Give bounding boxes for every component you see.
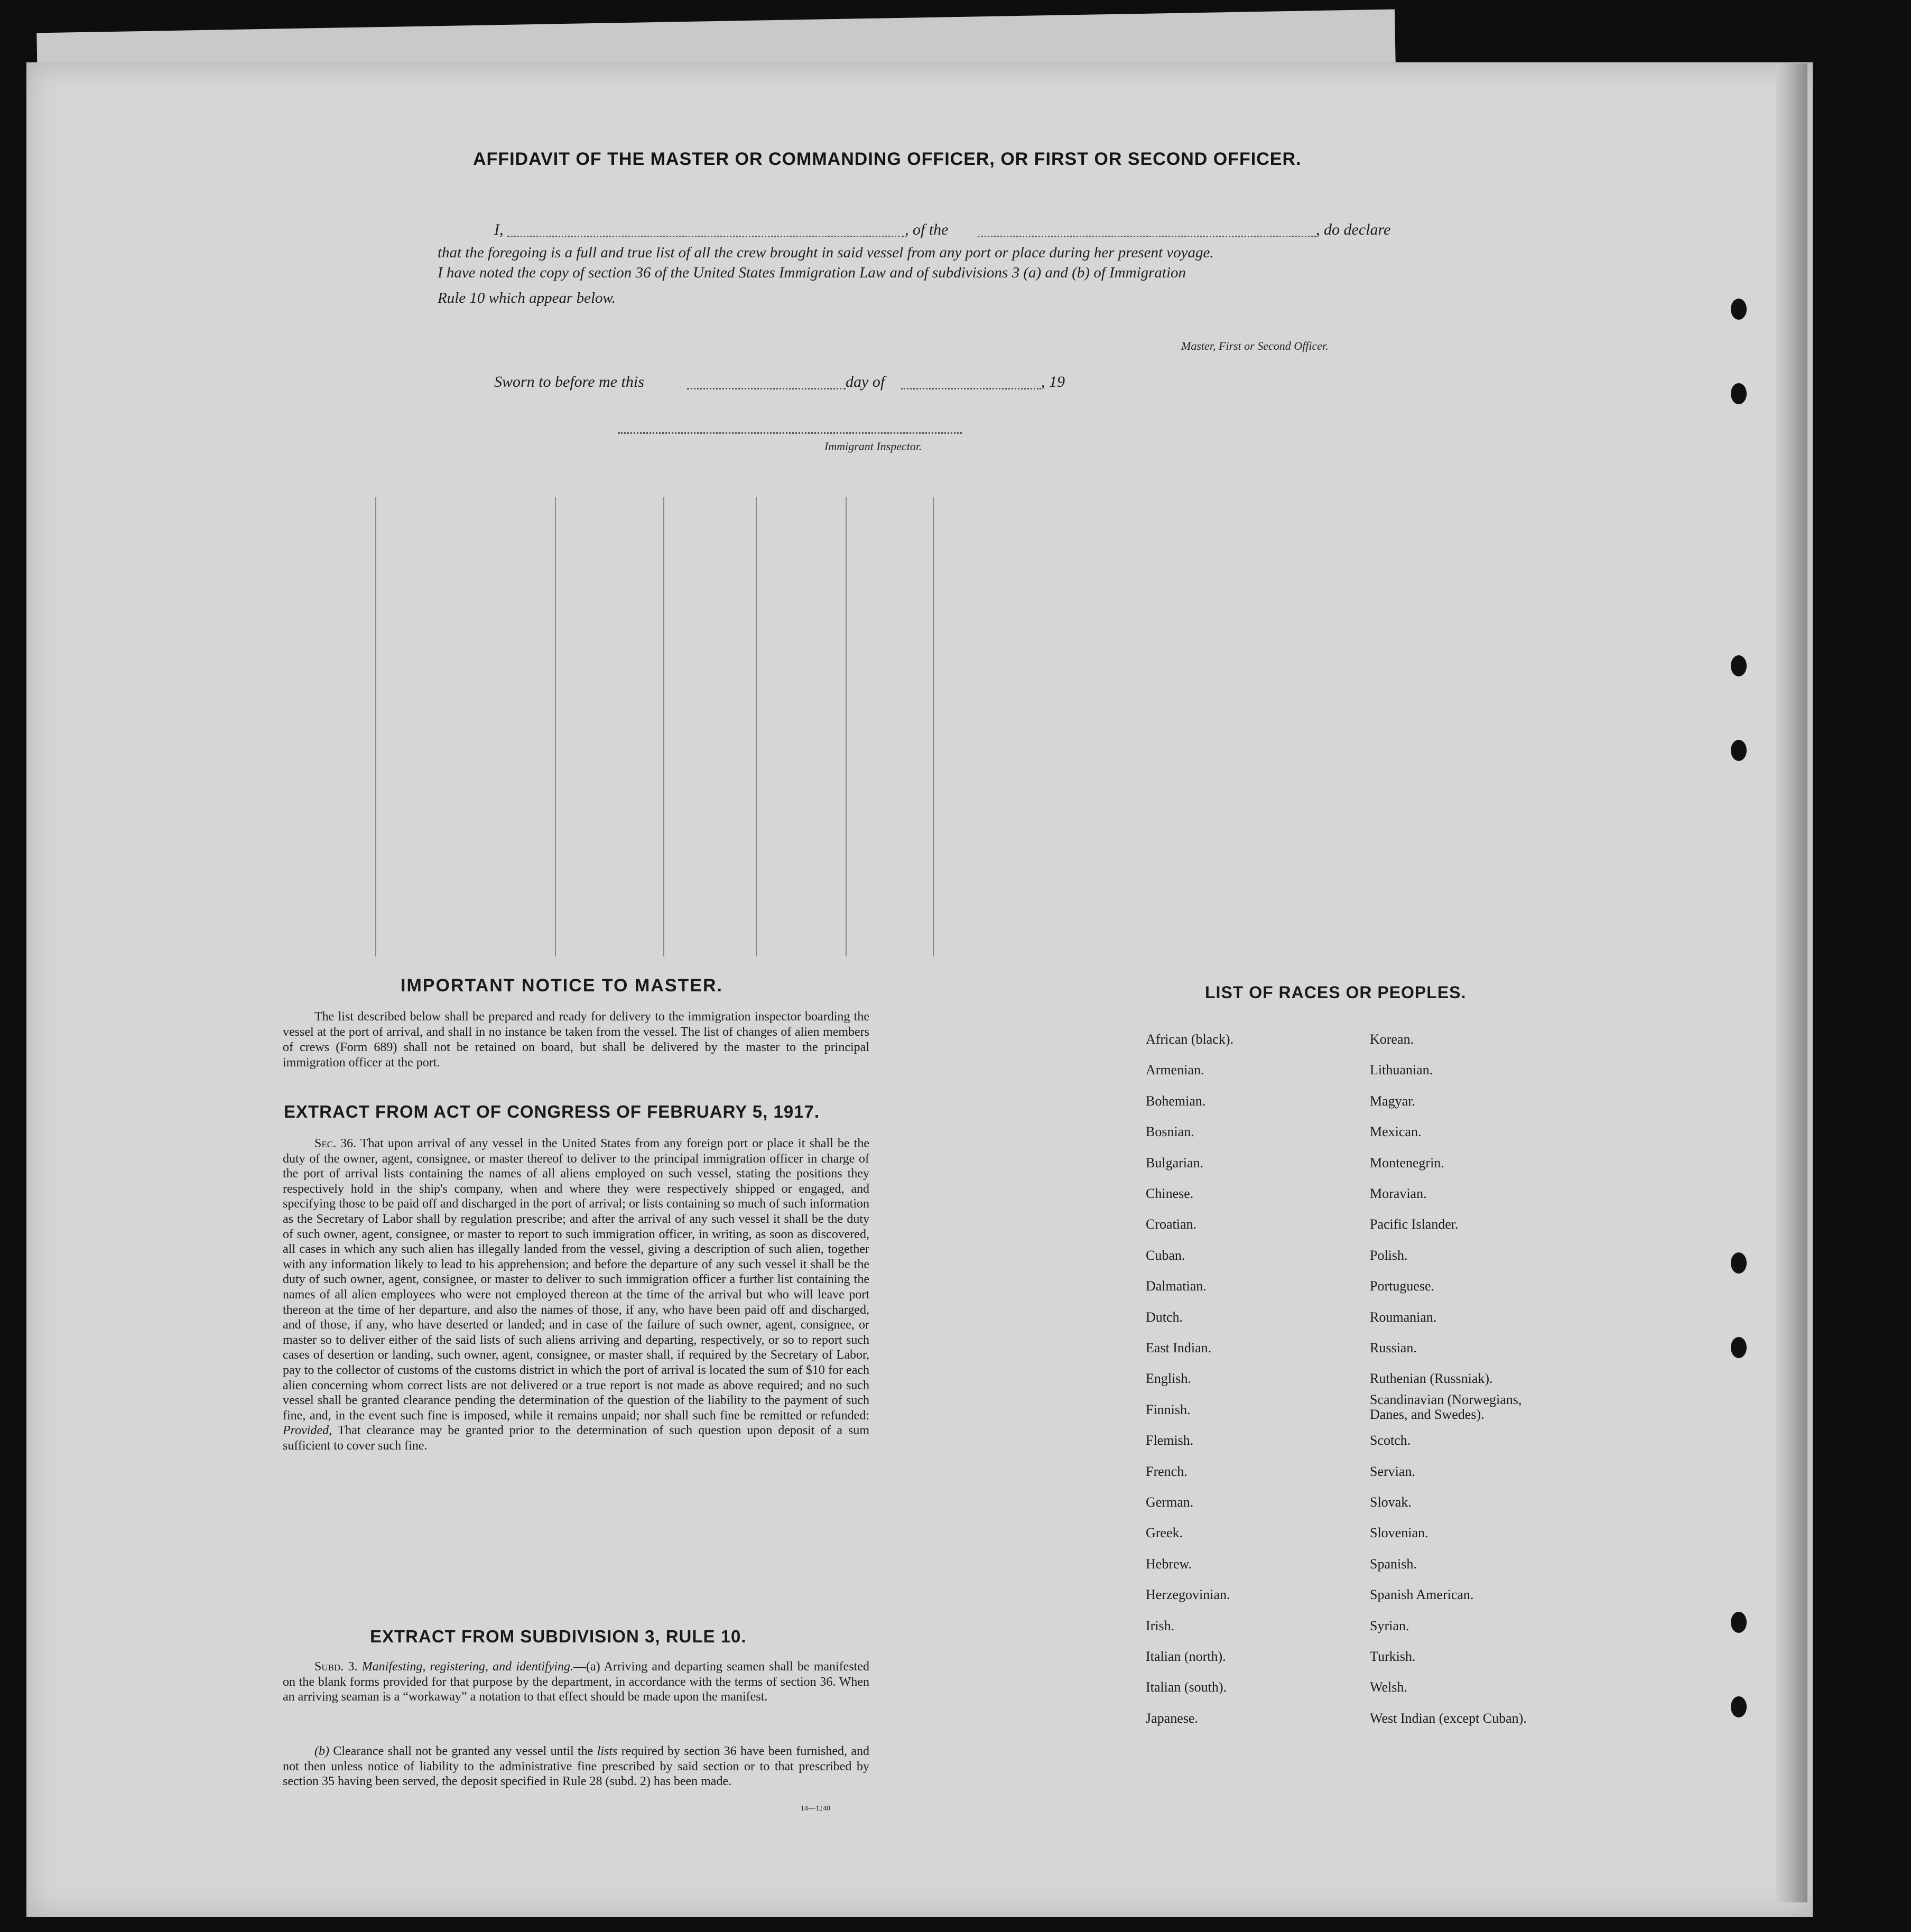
affidavit-title: AFFIDAVIT OF THE MASTER OR COMMANDING OFFICER, OR FIRST OR SECOND OFFICER.: [473, 149, 1302, 169]
column-rule: [555, 497, 556, 956]
race-item: Croatian.: [1146, 1216, 1197, 1232]
race-item: Armenian.: [1146, 1062, 1204, 1078]
binder-hole: [1731, 740, 1747, 761]
race-item: Syrian.: [1370, 1618, 1409, 1633]
races-title: LIST OF RACES OR PEOPLES.: [1205, 983, 1467, 1002]
para-b-lists: lists: [597, 1744, 618, 1758]
para-b-part1: Clearance shall not be granted any vessel until the: [333, 1744, 593, 1758]
column-rule: [846, 497, 847, 956]
race-item: Ruthenian (Russniak).: [1370, 1371, 1493, 1387]
affidavit-i: I,: [494, 221, 504, 238]
race-item: Spanish.: [1370, 1556, 1417, 1572]
race-item: African (black).: [1146, 1032, 1234, 1047]
para-b-label: (b): [314, 1744, 329, 1758]
affidavit-declare: , do declare: [1316, 221, 1391, 238]
binder-hole: [1731, 383, 1747, 404]
form-number: 14—1240: [801, 1805, 830, 1813]
race-item: Dalmatian.: [1146, 1278, 1207, 1294]
race-item: Chinese.: [1146, 1186, 1194, 1201]
race-item: East Indian.: [1146, 1340, 1212, 1355]
year-label: , 19: [1041, 373, 1065, 391]
inspector-label: Immigrant Inspector.: [824, 440, 922, 453]
race-item: Slovenian.: [1370, 1525, 1428, 1541]
binder-hole: [1731, 299, 1747, 320]
race-item: Pacific Islander.: [1370, 1216, 1459, 1232]
race-item: English.: [1146, 1371, 1191, 1387]
race-item: Spanish American.: [1370, 1587, 1474, 1603]
race-item: Moravian.: [1370, 1186, 1427, 1201]
race-item: Servian.: [1370, 1463, 1415, 1479]
inspector-signature-line: [618, 432, 962, 434]
notice-title: IMPORTANT NOTICE TO MASTER.: [401, 976, 723, 996]
race-item: Polish.: [1370, 1247, 1408, 1263]
binder-hole: [1731, 1696, 1747, 1717]
race-item: Magyar.: [1370, 1093, 1415, 1109]
race-item: Korean.: [1370, 1032, 1414, 1047]
race-item: West Indian (except Cuban).: [1370, 1710, 1527, 1726]
month-blank: [901, 388, 1041, 389]
affidavit-of-the: , of the: [905, 221, 949, 238]
section-36-body: That upon arrival of any vessel in the United States from any foreign port or place it shall be the duty of the owner, agent, consignee, or master thereof to deliver to the principal immigration officer in charge of the port of arrival lists containing the names of all aliens employed on such vessel, stating the positions they respectively hold in the ship's company, when and where they were respectively shipped or engaged, and specifying those to be paid off and discharged in the port of arrival; or lists containing so much of such information as the Secretary of Labor shall by regulation prescribe; and after the arrival of any such vessel it shall be the duty of such owner, agent, consignee, or master to report to such immigration officer, in writing, as soon as discovered, all cases in which any such alien has illegally landed from the vessel, giving a description of such alien, together with any information likely to lead to his apprehension; and before the departure of any such vessel it shall be the duty of such owner, agent, consignee, or master to deliver to such immigration officer a further list containing the names of all alien employees who were not employed thereon at the time of the arrival but who will leave port thereon at the time of her departure, and also the names of those, if any, who have been paid off and discharged, and of those, if any, who have deserted or landed; and in case of the failure of such owner, agent, consignee, or master so to deliver either of the said lists of such aliens arriving and departing, respectively, or so to report such cases of desertion or landing, such owner, agent, consignee, or master shall, if required by the Secretary of Labor, pay to the collector of customs of the customs district in which the port of arrival is located the sum of $10 for each alien concerning whom correct lists are not delivered or a true report is not made as above required; and no such vessel shall be granted clearance pending the determination of the question of the liability to the payment of such fine, and, in the event such fine is imposed, while it remains unpaid; nor shall such fine be remitted or refunded:: [283, 1137, 870, 1423]
race-item: Italian (north).: [1146, 1649, 1226, 1664]
race-item: Flemish.: [1146, 1433, 1194, 1448]
race-item: Montenegrin.: [1370, 1155, 1444, 1171]
race-item: Mexican.: [1370, 1124, 1422, 1140]
race-item: Slovak.: [1370, 1494, 1412, 1510]
column-rule: [756, 497, 757, 956]
affidavit-line-4: Rule 10 which appear below.: [438, 290, 616, 306]
race-item: Welsh.: [1370, 1679, 1407, 1695]
race-item: Dutch.: [1146, 1309, 1183, 1325]
sec-label: Sec. 36.: [314, 1137, 357, 1150]
para-a: —(a) Arriving and departing seamen shall be manifested on the blank forms provided for that purpose by the department, in accordance with the terms of section 36. When an arriving seaman is a “workaway” a notation to that effect should be made upon the manifest.: [283, 1660, 869, 1704]
race-item: Scandinavian (Norwegians, Danes, and Swedes).: [1370, 1391, 1522, 1422]
race-item: German.: [1146, 1494, 1194, 1510]
affidavit-line-2: that the foregoing is a full and true list of all the crew brought in said vessel from any port or place during her present voyage.: [438, 244, 1214, 261]
rule-extract-title: EXTRACT FROM SUBDIVISION 3, RULE 10.: [370, 1627, 747, 1646]
column-rule: [933, 497, 934, 956]
binder-hole: [1731, 1252, 1747, 1274]
signature-label: Master, First or Second Officer.: [1181, 339, 1329, 352]
race-item: Herzegovinian.: [1146, 1587, 1230, 1603]
race-item: Greek.: [1146, 1525, 1183, 1541]
column-rule: [375, 497, 376, 956]
race-item: Russian.: [1370, 1340, 1417, 1355]
race-item: Scotch.: [1370, 1433, 1411, 1448]
notice-text: The list described below shall be prepared and ready for delivery to the immigration inspector boarding the vessel at the port of arrival, and shall in no instance be taken from the vessel. The list of changes of alien members of crews (Form 689) shall not be retained on board, but shall be delivered by the master to the principal immigration officer at the port.: [283, 1010, 869, 1070]
affidavit-line-3: I have noted the copy of section 36 of the United States Immigration Law and of subdivisions 3 (a) and (b) of Immigration: [438, 264, 1186, 281]
race-item: French.: [1146, 1463, 1188, 1479]
sworn-day-blank: [687, 388, 846, 389]
race-item: Bosnian.: [1146, 1124, 1194, 1140]
day-of-label: day of: [846, 373, 885, 391]
provided-word: Provided,: [283, 1424, 332, 1438]
race-item: Hebrew.: [1146, 1556, 1192, 1572]
race-item: Bulgarian.: [1146, 1155, 1204, 1171]
document-page: [26, 62, 1813, 1917]
binder-hole: [1731, 1612, 1747, 1633]
race-item: Irish.: [1146, 1618, 1175, 1633]
section-36-end: That clearance may be granted prior to the determination of such question upon deposit of a sum sufficient to cover such fine.: [283, 1424, 869, 1453]
binder-hole: [1731, 655, 1747, 676]
page-stack-edge: [1776, 63, 1807, 1902]
name-blank-line: [507, 236, 904, 237]
race-item: Turkish.: [1370, 1649, 1416, 1664]
race-item: Lithuanian.: [1370, 1062, 1433, 1078]
race-item: Finnish.: [1146, 1401, 1191, 1417]
binder-hole: [1731, 1337, 1747, 1358]
race-item: Bohemian.: [1146, 1093, 1206, 1109]
race-item: Japanese.: [1146, 1710, 1198, 1726]
para-b-part2: required by section 36 have been furnished, and not then unless notice of liability to the administrative fine prescribed by said section or to that prescribed by section 35 having been served, the deposit specified in Rule 28 (subd. 2) has been made.: [283, 1744, 870, 1789]
race-item: Italian (south).: [1146, 1679, 1227, 1695]
subd-label: Subd. 3.: [314, 1660, 358, 1674]
act-extract-title: EXTRACT FROM ACT OF CONGRESS OF FEBRUARY 5, 1917.: [284, 1102, 820, 1121]
race-item: Cuban.: [1146, 1247, 1185, 1263]
race-item: Portuguese.: [1370, 1278, 1435, 1294]
sworn-label: Sworn to before me this: [494, 373, 644, 391]
section-36-text: [283, 1136, 869, 1453]
vessel-blank-line: [978, 236, 1316, 237]
column-rule: [663, 497, 664, 956]
subd-heading: Manifesting, registering, and identifying.: [361, 1660, 574, 1674]
subdivision-a-text: [283, 1659, 869, 1705]
subdivision-b-text: [283, 1744, 869, 1789]
race-item: Roumanian.: [1370, 1309, 1437, 1325]
